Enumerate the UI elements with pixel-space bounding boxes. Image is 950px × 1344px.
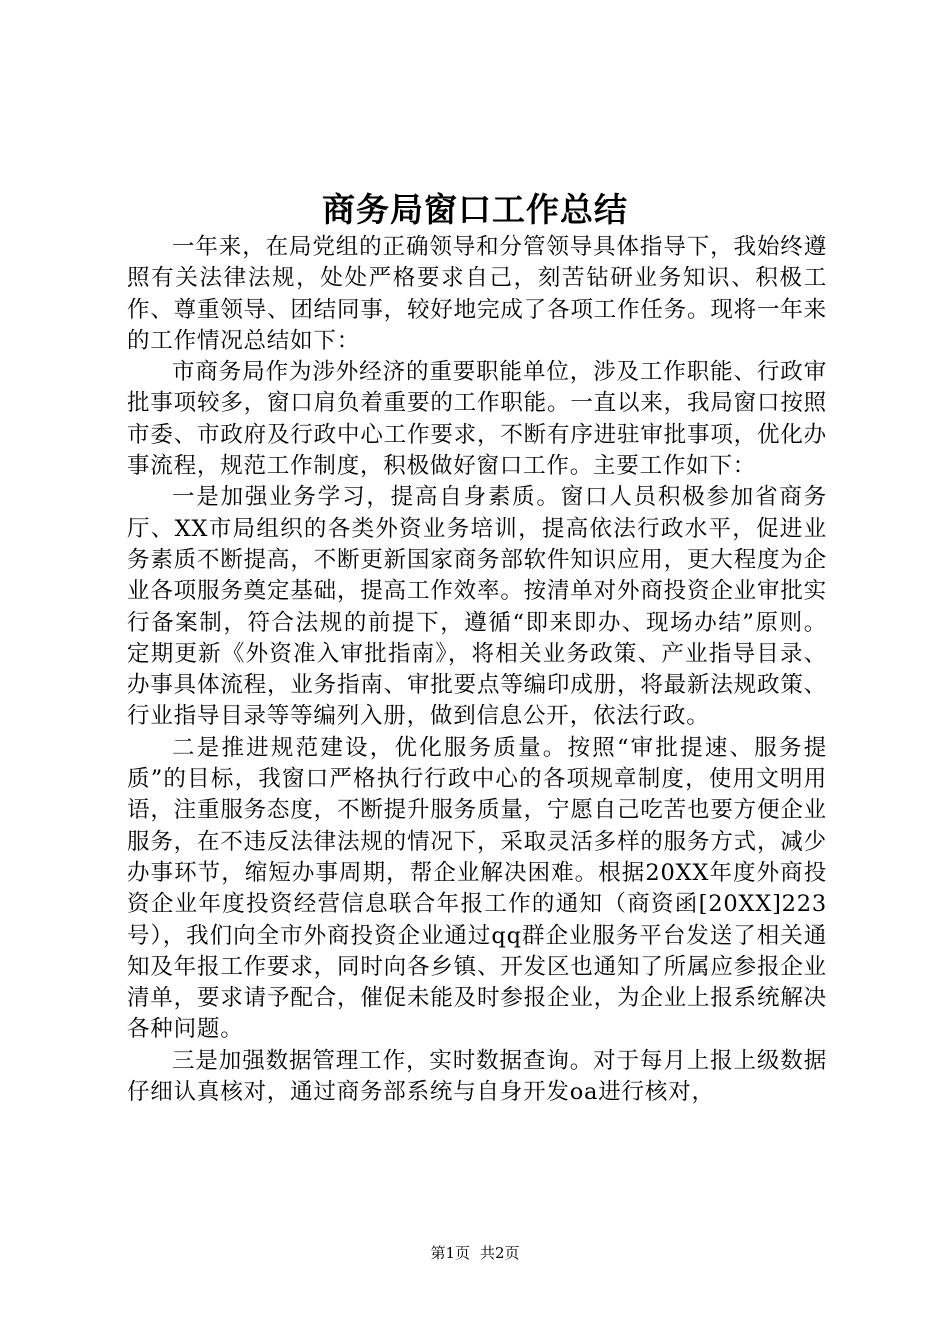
paragraph-point-three: 三是加强数据管理工作，实时数据查询。对于每月上报上级数据仔细认真核对，通过商务部系统与自身开发oa进行核对， bbox=[127, 1047, 827, 1106]
paragraph-intro: 一年来，在局党组的正确领导和分管领导具体指导下，我始终遵照有关法律法规，处处严格要求自己，刻苦钻研业务知识、积极工作、尊重领导、团结同事，较好地完成了各项工作任务。现将一年来的工作情况总结如下： bbox=[127, 234, 827, 354]
page-number-total: 共2页 bbox=[480, 1244, 520, 1262]
paragraph-point-two: 二是推进规范建设，优化服务质量。按照“审批提速、服务提质”的目标，我窗口严格执行行政中心的各项规章制度，使用文明用语，注重服务态度，不断提升服务质量，宁愿自己吃苦也要方便企业服务，在不违反法律法规的情况下，采取灵活多样的服务方式，减少办事环节，缩短办事周期，帮企业解决困难。根据20XX年度外商投资企业年度投资经营信息联合年报工作的通知（商资函[20XX]223号），我们向全市外商投资企业通过qq群企业服务平台发送了相关通知及年报工作要求，同时向各乡镇、开发区也通知了所属应参报企业清单，要求请予配合，催促未能及时参报企业，为企业上报系统解决各种问题。 bbox=[127, 734, 827, 1043]
paragraph-overview: 市商务局作为涉外经济的重要职能单位，涉及工作职能、行政审批事项较多，窗口肩负着重要的工作职能。一直以来，我局窗口按照市委、市政府及行政中心工作要求，不断有序进驻审批事项，优化办事流程，规范工作制度，积极做好窗口工作。主要工作如下： bbox=[127, 359, 827, 480]
page-number-current: 第1页 bbox=[430, 1244, 470, 1262]
paragraph-point-one: 一是加强业务学习，提高自身素质。窗口人员积极参加省商务厅、XX市局组织的各类外资业务培训，提高依法行政水平，促进业务素质不断提高，不断更新国家商务部软件知识应用，更大程度为企业各项服务奠定基础，提高工作效率。按清单对外商投资企业审批实行备案制，符合法规的前提下，遵循“即来即办、现场办结”原则。定期更新《外资准入审批指南》，将相关业务政策、产业指导目录、办事具体流程，业务指南、审批要点等编印成册，将最新法规政策、行业指导目录等等编列入册，做到信息公开，依法行政。 bbox=[127, 484, 827, 730]
page-footer bbox=[0, 1243, 950, 1263]
document-body bbox=[127, 232, 827, 1108]
document-title: 商务局窗口工作总结 bbox=[322, 190, 628, 229]
